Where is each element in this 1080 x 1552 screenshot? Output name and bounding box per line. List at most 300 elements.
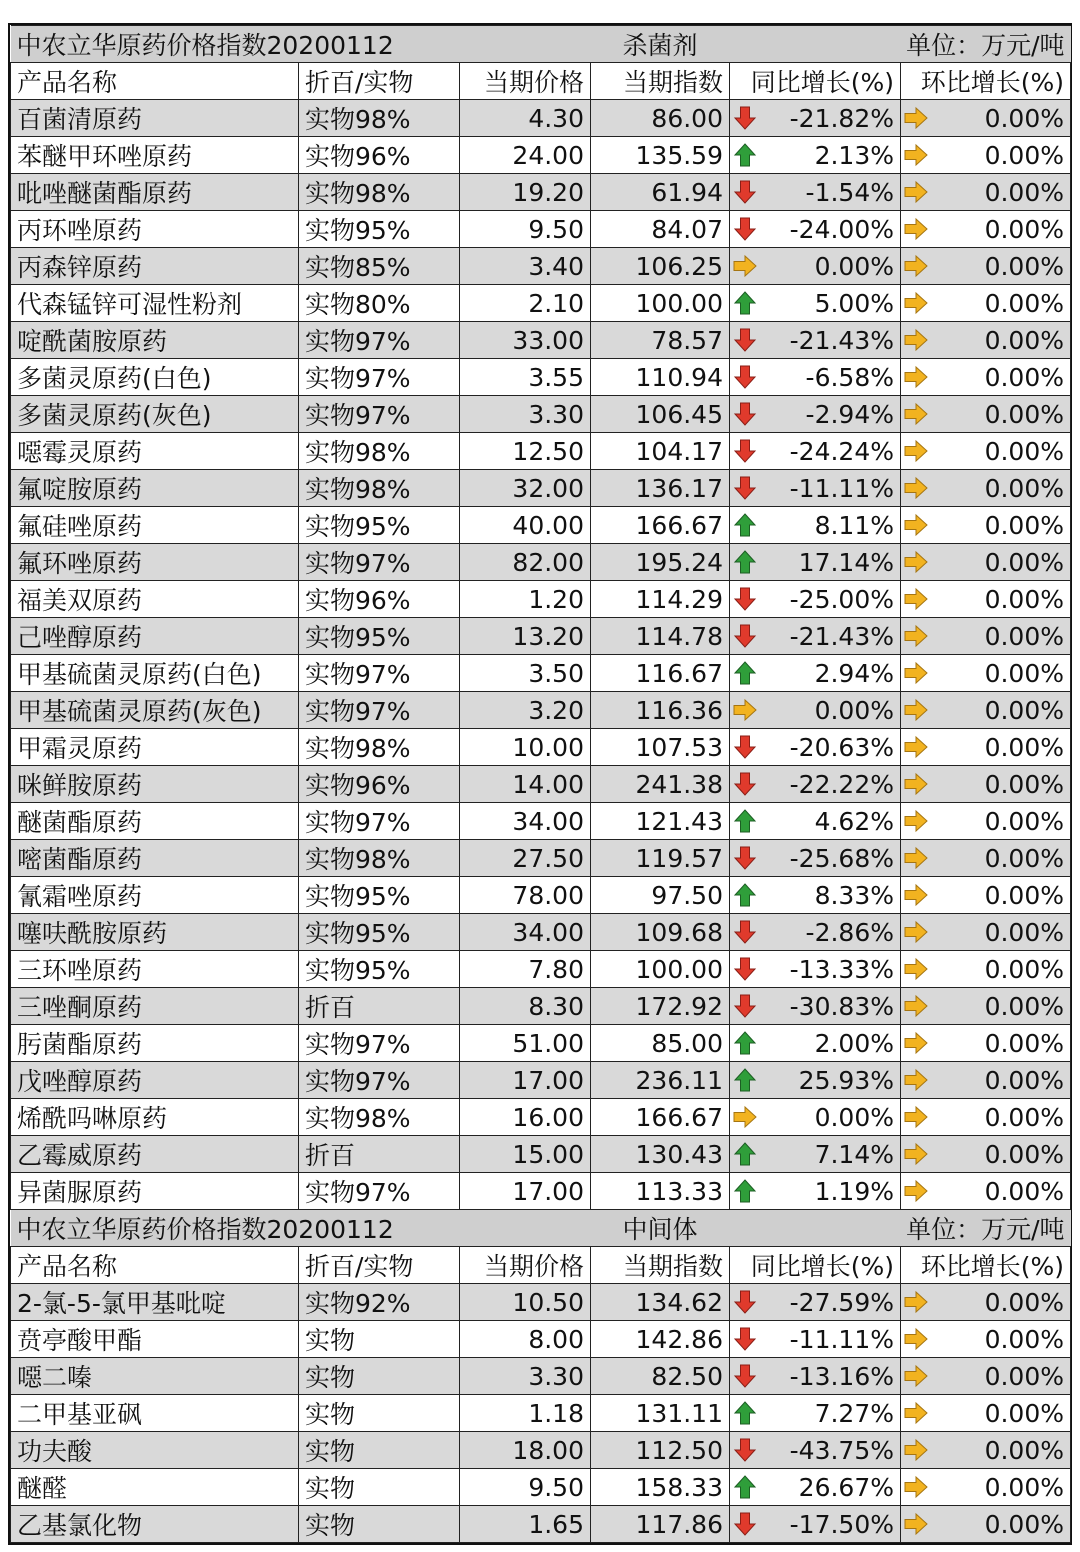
arrow-down-icon [733,402,757,426]
table-row [11,137,1071,174]
yoy-cell [730,840,901,877]
table-row [11,618,1071,655]
spec-cell: 实物97% [299,359,460,396]
yoy-cell [730,396,901,433]
section-unit: 单位：万元/吨 [730,1210,1071,1247]
product-name-cell: 多菌灵原药(白色) [11,359,299,396]
price-cell: 9.50 [460,1469,591,1506]
product-name-cell: 丙环唑原药 [11,211,299,248]
spec-cell: 实物98% [299,729,460,766]
index-cell: 82.50 [591,1358,730,1395]
yoy-cell-value: 0.00% [814,251,894,281]
price-cell: 27.50 [460,840,591,877]
price-cell: 1.65 [460,1506,591,1543]
mom-cell [901,692,1071,729]
arrow-down-icon [733,439,757,463]
price-cell: 2.10 [460,285,591,322]
yoy-cell [730,211,901,248]
price-cell: 12.50 [460,433,591,470]
product-name-cell: 代森锰锌可湿性粉剂 [11,285,299,322]
arrow-up-icon [733,1068,757,1092]
section-unit: 单位：万元/吨 [730,26,1071,63]
table-row [11,877,1071,914]
spec-cell: 实物97% [299,1173,460,1210]
price-table [10,25,1071,1543]
mom-cell-value: 0.00% [984,954,1064,984]
arrow-down-icon [733,994,757,1018]
mom-cell [901,1136,1071,1173]
yoy-cell-value: 2.94% [814,658,894,688]
arrow-right-icon [904,476,928,500]
header-spec: 折百/实物 [299,1247,460,1284]
yoy-cell [730,766,901,803]
arrow-down-icon [733,846,757,870]
yoy-cell [730,1173,901,1210]
index-cell: 158.33 [591,1469,730,1506]
mom-cell [901,1321,1071,1358]
price-cell: 8.00 [460,1321,591,1358]
index-cell: 114.78 [591,618,730,655]
header-price: 当期价格 [460,63,591,100]
index-cell: 113.33 [591,1173,730,1210]
arrow-down-icon [733,365,757,389]
header-product-name: 产品名称 [11,63,299,100]
table-row [11,1321,1071,1358]
yoy-cell-value: 5.00% [814,288,894,318]
index-cell: 85.00 [591,1025,730,1062]
price-cell: 1.20 [460,581,591,618]
spec-cell: 实物96% [299,137,460,174]
product-name-cell: 戊唑醇原药 [11,1062,299,1099]
arrow-right-icon [904,1512,928,1536]
yoy-cell-value: -2.86% [805,917,894,947]
price-cell: 3.30 [460,1358,591,1395]
mom-cell [901,988,1071,1025]
index-cell: 112.50 [591,1432,730,1469]
arrow-right-icon [904,1475,928,1499]
product-name-cell: 甲基硫菌灵原药(灰色) [11,692,299,729]
table-row [11,507,1071,544]
mom-cell [901,137,1071,174]
mom-cell-value: 0.00% [984,140,1064,170]
table-row [11,211,1071,248]
index-cell: 136.17 [591,470,730,507]
mom-cell-value: 0.00% [984,1287,1064,1317]
yoy-cell-value: 2.00% [814,1028,894,1058]
yoy-cell-value: -24.24% [789,436,894,466]
mom-cell [901,322,1071,359]
product-name-cell: 乙基氯化物 [11,1506,299,1543]
price-cell: 24.00 [460,137,591,174]
mom-cell-value: 0.00% [984,1324,1064,1354]
index-cell: 78.57 [591,322,730,359]
yoy-cell [730,359,901,396]
mom-cell-value: 0.00% [984,880,1064,910]
product-name-cell: 噁霉灵原药 [11,433,299,470]
product-name-cell: 百菌清原药 [11,100,299,137]
yoy-cell-value: -6.58% [805,362,894,392]
arrow-right-icon [904,957,928,981]
mom-cell [901,1284,1071,1321]
yoy-cell-value: 17.14% [798,547,894,577]
arrow-right-icon [904,106,928,130]
table-row [11,803,1071,840]
yoy-cell-value: -11.11% [789,473,894,503]
yoy-cell-value: -30.83% [789,991,894,1021]
product-name-cell: 吡唑醚菌酯原药 [11,174,299,211]
mom-cell [901,248,1071,285]
product-name-cell: 三唑酮原药 [11,988,299,1025]
yoy-cell-value: -2.94% [805,399,894,429]
arrow-right-icon [904,1142,928,1166]
product-name-cell: 啶酰菌胺原药 [11,322,299,359]
arrow-down-icon [733,180,757,204]
price-cell: 19.20 [460,174,591,211]
arrow-right-icon [904,1327,928,1351]
yoy-cell [730,581,901,618]
index-cell: 195.24 [591,544,730,581]
yoy-cell-value: -43.75% [789,1435,894,1465]
spec-cell: 实物 [299,1506,460,1543]
index-cell: 100.00 [591,285,730,322]
yoy-cell-value: -13.33% [789,954,894,984]
index-cell: 116.67 [591,655,730,692]
price-cell: 10.50 [460,1284,591,1321]
arrow-down-icon [733,1512,757,1536]
arrow-up-icon [733,1142,757,1166]
arrow-down-icon [733,476,757,500]
index-cell: 116.36 [591,692,730,729]
yoy-cell [730,1432,901,1469]
product-name-cell: 氰霜唑原药 [11,877,299,914]
yoy-cell [730,951,901,988]
arrow-up-icon [733,661,757,685]
table-row [11,729,1071,766]
mom-cell-value: 0.00% [984,991,1064,1021]
mom-cell-value: 0.00% [984,1435,1064,1465]
table-row [11,1395,1071,1432]
mom-cell-value: 0.00% [984,1065,1064,1095]
price-cell: 32.00 [460,470,591,507]
arrow-right-icon [904,1031,928,1055]
arrow-up-icon [733,809,757,833]
arrow-right-icon [733,698,757,722]
mom-cell [901,655,1071,692]
yoy-cell [730,1395,901,1432]
yoy-cell-value: -21.43% [789,325,894,355]
yoy-cell-value: -17.50% [789,1509,894,1539]
arrow-right-icon [904,1364,928,1388]
table-row [11,1506,1071,1543]
arrow-right-icon [904,1401,928,1425]
section-title: 中农立华原药价格指数20200112 [11,26,591,63]
index-cell: 61.94 [591,174,730,211]
yoy-cell [730,1358,901,1395]
index-cell: 107.53 [591,729,730,766]
table-row [11,322,1071,359]
mom-cell-value: 0.00% [984,658,1064,688]
spec-cell: 实物98% [299,470,460,507]
yoy-cell [730,1321,901,1358]
yoy-cell [730,1025,901,1062]
table-row [11,1469,1071,1506]
product-name-cell: 二甲基亚砜 [11,1395,299,1432]
product-name-cell: 贲亭酸甲酯 [11,1321,299,1358]
yoy-cell-value: -21.82% [789,103,894,133]
arrow-right-icon [904,994,928,1018]
header-index: 当期指数 [591,63,730,100]
arrow-right-icon [904,735,928,759]
column-header-row [11,1247,1071,1284]
spec-cell: 实物98% [299,174,460,211]
yoy-cell [730,877,901,914]
section-title: 中农立华原药价格指数20200112 [11,1210,591,1247]
product-name-cell: 福美双原药 [11,581,299,618]
table-row [11,1136,1071,1173]
product-name-cell: 烯酰吗啉原药 [11,1099,299,1136]
mom-cell [901,581,1071,618]
spec-cell: 实物 [299,1469,460,1506]
price-cell: 7.80 [460,951,591,988]
arrow-down-icon [733,587,757,611]
arrow-right-icon [904,1105,928,1129]
table-row [11,692,1071,729]
mom-cell [901,1358,1071,1395]
spec-cell: 实物95% [299,507,460,544]
table-row [11,285,1071,322]
arrow-right-icon [904,809,928,833]
arrow-right-icon [904,254,928,278]
header-price: 当期价格 [460,1247,591,1284]
mom-cell-value: 0.00% [984,1176,1064,1206]
index-cell: 110.94 [591,359,730,396]
price-cell: 10.00 [460,729,591,766]
yoy-cell [730,618,901,655]
mom-cell-value: 0.00% [984,621,1064,651]
arrow-up-icon [733,143,757,167]
mom-cell [901,211,1071,248]
yoy-cell [730,655,901,692]
mom-cell-value: 0.00% [984,436,1064,466]
product-name-cell: 醚菌酯原药 [11,803,299,840]
yoy-cell-value: 4.62% [814,806,894,836]
table-row [11,359,1071,396]
yoy-cell [730,285,901,322]
mom-cell [901,1395,1071,1432]
mom-cell [901,544,1071,581]
arrow-right-icon [904,439,928,463]
mom-cell [901,507,1071,544]
section-title-row [11,1210,1071,1247]
mom-cell-value: 0.00% [984,1398,1064,1428]
yoy-cell [730,988,901,1025]
arrow-down-icon [733,772,757,796]
spec-cell: 实物97% [299,1062,460,1099]
header-mom: 环比增长(%) [901,63,1071,100]
yoy-cell [730,914,901,951]
table-row [11,1025,1071,1062]
spec-cell: 实物97% [299,1025,460,1062]
price-cell: 17.00 [460,1173,591,1210]
spec-cell: 实物80% [299,285,460,322]
index-cell: 104.17 [591,433,730,470]
arrow-up-icon [733,1401,757,1425]
arrow-right-icon [904,513,928,537]
product-name-cell: 肟菌酯原药 [11,1025,299,1062]
index-cell: 97.50 [591,877,730,914]
yoy-cell [730,507,901,544]
arrow-down-icon [733,957,757,981]
price-cell: 3.30 [460,396,591,433]
arrow-right-icon [904,1290,928,1314]
spec-cell: 实物95% [299,951,460,988]
product-name-cell: 三环唑原药 [11,951,299,988]
section-category: 杀菌剂 [591,26,730,63]
spec-cell: 实物95% [299,211,460,248]
arrow-up-icon [733,883,757,907]
arrow-right-icon [904,402,928,426]
product-name-cell: 己唑醇原药 [11,618,299,655]
table-row [11,988,1071,1025]
mom-cell [901,803,1071,840]
arrow-down-icon [733,920,757,944]
index-cell: 106.45 [591,396,730,433]
arrow-right-icon [904,365,928,389]
index-cell: 121.43 [591,803,730,840]
mom-cell [901,914,1071,951]
arrow-right-icon [904,328,928,352]
table-row [11,951,1071,988]
yoy-cell-value: -22.22% [789,769,894,799]
mom-cell-value: 0.00% [984,843,1064,873]
product-name-cell: 乙霉威原药 [11,1136,299,1173]
mom-cell [901,1099,1071,1136]
arrow-down-icon [733,1290,757,1314]
product-name-cell: 氟啶胺原药 [11,470,299,507]
table-row [11,1099,1071,1136]
mom-cell-value: 0.00% [984,584,1064,614]
index-cell: 134.62 [591,1284,730,1321]
arrow-right-icon [904,1068,928,1092]
price-cell: 8.30 [460,988,591,1025]
arrow-right-icon [904,883,928,907]
table-row [11,914,1071,951]
spec-cell: 实物 [299,1395,460,1432]
yoy-cell-value: 7.27% [814,1398,894,1428]
mom-cell [901,1025,1071,1062]
spec-cell: 实物97% [299,396,460,433]
yoy-cell [730,1062,901,1099]
table-row [11,1358,1071,1395]
mom-cell-value: 0.00% [984,288,1064,318]
yoy-cell [730,692,901,729]
product-name-cell: 氟环唑原药 [11,544,299,581]
index-cell: 166.67 [591,507,730,544]
price-cell: 34.00 [460,803,591,840]
spec-cell: 实物97% [299,322,460,359]
product-name-cell: 甲基硫菌灵原药(白色) [11,655,299,692]
product-name-cell: 氟硅唑原药 [11,507,299,544]
spec-cell: 实物98% [299,433,460,470]
mom-cell [901,174,1071,211]
price-cell: 9.50 [460,211,591,248]
table-row [11,100,1071,137]
arrow-down-icon [733,328,757,352]
mom-cell-value: 0.00% [984,251,1064,281]
arrow-right-icon [904,217,928,241]
price-cell: 3.40 [460,248,591,285]
yoy-cell-value: -11.11% [789,1324,894,1354]
spec-cell: 实物96% [299,766,460,803]
index-cell: 84.07 [591,211,730,248]
spec-cell: 实物97% [299,692,460,729]
table-row [11,581,1071,618]
spec-cell: 实物95% [299,914,460,951]
yoy-cell [730,729,901,766]
mom-cell-value: 0.00% [984,1472,1064,1502]
yoy-cell-value: 1.19% [814,1176,894,1206]
price-cell: 33.00 [460,322,591,359]
mom-cell [901,877,1071,914]
arrow-right-icon [733,1105,757,1129]
mom-cell-value: 0.00% [984,473,1064,503]
product-name-cell: 甲霜灵原药 [11,729,299,766]
mom-cell-value: 0.00% [984,1028,1064,1058]
price-cell: 3.50 [460,655,591,692]
price-cell: 14.00 [460,766,591,803]
mom-cell-value: 0.00% [984,806,1064,836]
spec-cell: 实物95% [299,618,460,655]
yoy-cell [730,544,901,581]
mom-cell-value: 0.00% [984,214,1064,244]
table-row [11,396,1071,433]
arrow-down-icon [733,1438,757,1462]
arrow-down-icon [733,1364,757,1388]
arrow-right-icon [904,291,928,315]
index-cell: 117.86 [591,1506,730,1543]
product-name-cell: 噻呋酰胺原药 [11,914,299,951]
index-cell: 172.92 [591,988,730,1025]
mom-cell [901,1062,1071,1099]
product-name-cell: 嘧菌酯原药 [11,840,299,877]
price-cell: 16.00 [460,1099,591,1136]
yoy-cell [730,137,901,174]
spec-cell: 实物85% [299,248,460,285]
spec-cell: 实物 [299,1321,460,1358]
mom-cell-value: 0.00% [984,510,1064,540]
mom-cell [901,1506,1071,1543]
price-cell: 3.55 [460,359,591,396]
yoy-cell-value: 0.00% [814,1102,894,1132]
spec-cell: 实物95% [299,877,460,914]
mom-cell [901,433,1071,470]
spec-cell: 实物96% [299,581,460,618]
spec-cell: 实物 [299,1432,460,1469]
mom-cell-value: 0.00% [984,103,1064,133]
arrow-right-icon [904,698,928,722]
product-name-cell: 多菌灵原药(灰色) [11,396,299,433]
arrow-down-icon [733,217,757,241]
index-cell: 114.29 [591,581,730,618]
table-row [11,544,1071,581]
spec-cell: 实物98% [299,1099,460,1136]
arrow-down-icon [733,735,757,759]
product-name-cell: 苯醚甲环唑原药 [11,137,299,174]
index-cell: 100.00 [591,951,730,988]
table-row [11,1284,1071,1321]
spec-cell: 折百 [299,988,460,1025]
yoy-cell-value: -1.54% [805,177,894,207]
